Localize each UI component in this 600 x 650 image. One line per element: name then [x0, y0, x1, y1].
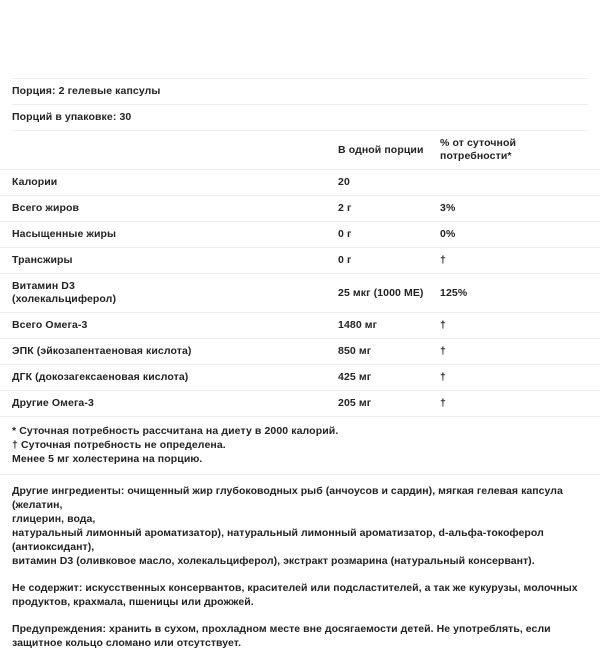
table-row: [0, 222, 600, 248]
nutrient-daily-value: [440, 170, 600, 196]
table-row: [0, 391, 600, 417]
nutrient-name: [0, 365, 338, 391]
free-from-paragraph: Не содержит: искусственных консервантов, красителей или подсластителей, а так же кукурузы, молочных продуктов, крахмала, пшеницы или дрожжей.: [12, 582, 578, 608]
nutrient-name-line1: Насыщенные жиры: [12, 228, 117, 240]
additional-info-block: [0, 475, 600, 650]
nutrient-name-line1: ЭПК (эйкозапентаеновая кислота): [12, 345, 192, 357]
nutrient-name: [0, 391, 338, 417]
nutrient-name-line1: Всего жиров: [12, 202, 80, 214]
header-daily-value: % от суточной потребности*: [440, 131, 600, 170]
footnotes-block: [0, 417, 600, 475]
other-ingredients-line4: витамин D3 (оливковое масло, холекальциферол), экстракт розмарина (натуральный консервант).: [12, 555, 535, 567]
nutrient-amount: 425 мг: [338, 365, 440, 391]
nutrient-name-line1: Всего Омега-3: [12, 319, 88, 331]
nutrient-name-line1: Другие Омега-3: [12, 397, 94, 409]
nutrient-daily-value: 0%: [440, 222, 600, 248]
servings-per-container-row: [0, 105, 600, 130]
table-row: [0, 170, 600, 196]
other-ingredients-line1: Другие ингредиенты: очищенный жир глубоководных рыб (анчоусов и сардин), мягкая гелевая капсула (желатин,: [12, 485, 563, 511]
nutrient-amount: 0 г: [338, 248, 440, 274]
other-ingredients-line2: глицерин, вода,: [12, 513, 96, 525]
table-row: [0, 274, 600, 313]
nutrient-amount: 850 мг: [338, 339, 440, 365]
nutrient-amount: 205 мг: [338, 391, 440, 417]
nutrient-name: [0, 313, 338, 339]
table-row: [0, 248, 600, 274]
nutrient-name: [0, 222, 338, 248]
header-nutrient: [0, 131, 338, 170]
header-amount: В одной порции: [338, 131, 440, 170]
nutrient-name: [0, 274, 338, 313]
nutrition-table-header: [0, 131, 600, 170]
nutrient-name: [0, 339, 338, 365]
nutrient-daily-value: †: [440, 248, 600, 274]
nutrient-name-line1: Трансжиры: [12, 254, 73, 266]
nutrient-amount: 2 г: [338, 196, 440, 222]
nutrient-name-line2: (холекальциферол): [12, 293, 117, 305]
footnote-dagger-not-established: † Суточная потребность не определена.: [12, 439, 226, 451]
nutrient-amount: 1480 мг: [338, 313, 440, 339]
nutrient-name: [0, 170, 338, 196]
warnings-paragraph: Предупреждения: хранить в сухом, прохладном месте вне досягаемости детей. Не употреблять, если защитное кольцо сломано или отсутствует.: [12, 623, 551, 649]
nutrient-daily-value: †: [440, 339, 600, 365]
table-row: [0, 339, 600, 365]
nutrient-name-line1: Калории: [12, 176, 58, 188]
nutrient-daily-value: 125%: [440, 274, 600, 313]
nutrient-name-line1: Витамин D3: [12, 280, 75, 292]
footnote-daily-value-basis: * Суточная потребность рассчитана на диету в 2000 калорий.: [12, 425, 339, 437]
serving-size-row: [0, 79, 600, 104]
serving-size-text: Порция: 2 гелевые капсулы: [12, 85, 161, 97]
nutrition-table: [0, 131, 600, 417]
nutrient-name: [0, 248, 338, 274]
table-row: [0, 365, 600, 391]
table-row: [0, 196, 600, 222]
nutrient-name: [0, 196, 338, 222]
table-row: [0, 313, 600, 339]
nutrient-amount: 0 г: [338, 222, 440, 248]
other-ingredients-paragraph: [12, 484, 588, 568]
footnote-cholesterol: Менее 5 мг холестерина на порцию.: [12, 453, 203, 465]
nutrient-daily-value: 3%: [440, 196, 600, 222]
nutrient-daily-value: †: [440, 313, 600, 339]
nutrient-daily-value: †: [440, 391, 600, 417]
nutrient-amount: 25 мкг (1000 МЕ): [338, 274, 440, 313]
nutrition-table-body: [0, 170, 600, 417]
other-ingredients-line3: натуральный лимонный ароматизатор), натуральный лимонный ароматизатор, d-альфа-токоферол (антиоксидант),: [12, 527, 544, 553]
servings-per-container-text: Порций в упаковке: 30: [12, 111, 132, 123]
nutrient-name-line1: ДГК (докозагексаеновая кислота): [12, 371, 189, 383]
table-header-row: [0, 131, 600, 170]
nutrient-amount: 20: [338, 170, 440, 196]
nutrient-daily-value: †: [440, 365, 600, 391]
